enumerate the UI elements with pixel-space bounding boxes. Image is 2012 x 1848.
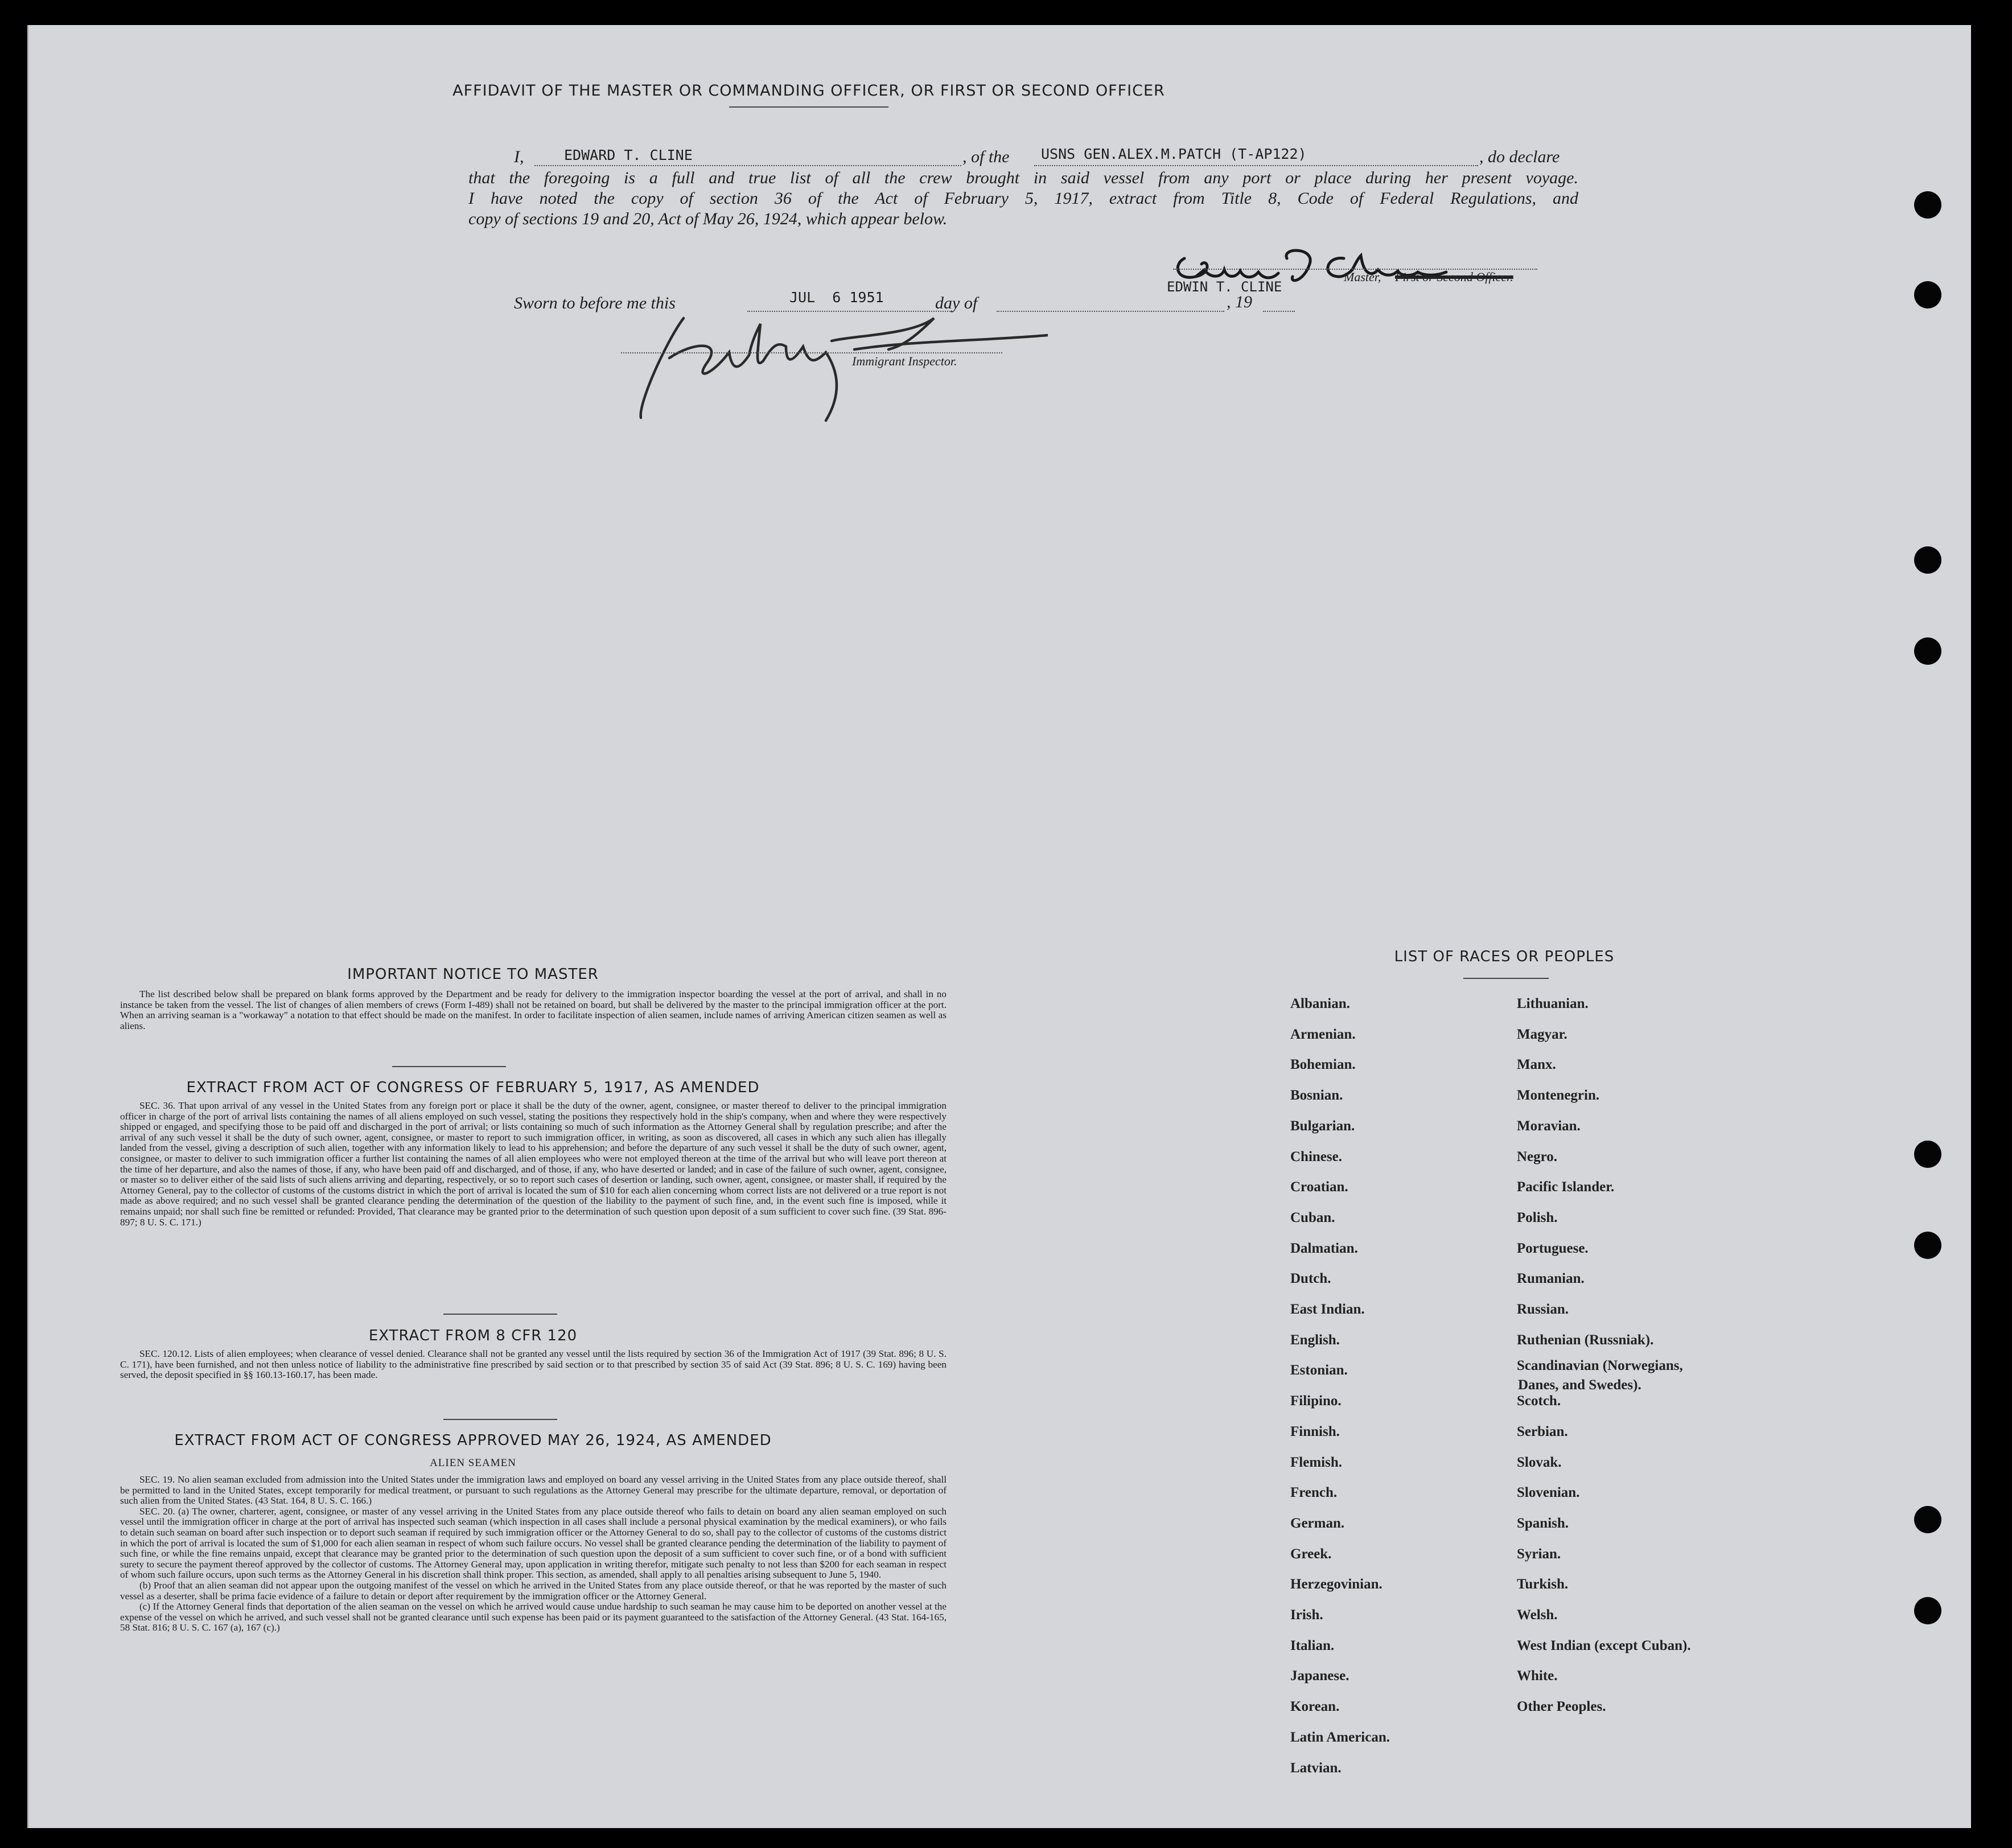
race-item: Spanish. <box>1517 1515 1569 1531</box>
day-of-text: day of <box>935 294 978 312</box>
affidavit-i: I, <box>514 147 524 166</box>
punch-hole <box>1914 1597 1941 1624</box>
punch-hole <box>1914 546 1941 574</box>
race-item: East Indian. <box>1290 1302 1365 1317</box>
race-item: Chinese. <box>1290 1149 1342 1164</box>
sworn-date-stamp: JUL 6 1951 <box>789 289 884 306</box>
race-item: Syrian. <box>1517 1546 1561 1562</box>
master-label: Master, <box>1344 270 1381 284</box>
race-item: Scotch. <box>1517 1393 1561 1409</box>
sworn-text: Sworn to before me this <box>514 294 676 312</box>
races-title: LIST OF RACES OR PEOPLES <box>1394 948 1615 965</box>
year-prefix: , 19 <box>1227 293 1252 311</box>
master-name: EDWARD T. CLINE <box>564 147 693 163</box>
sec120-text: SEC. 120.12. Lists of alien employees; when clearance of vessel denied. Clearance shall not be granted any vessel until the lists required by section 36 of the Immigration Act of 1917 (39 Stat. 896; 8 U. S. C. 171), have been furnished, and not then unless notice of liability to the administrative fine prescribed by said section or to that prescribed by section 35 of said Act (39 Stat. 896; 8 U. S. C. 169) having been served, the deposit specified in §§ 160.13-160.17, has been made. <box>120 1348 947 1381</box>
affidavit-line4: copy of sections 19 and 20, Act of May 26, 1924, which appear below. <box>468 209 948 228</box>
race-item: Montenegrin. <box>1517 1088 1600 1104</box>
of-the-text: , of the <box>962 147 1010 166</box>
race-item: Greek. <box>1290 1546 1332 1562</box>
do-declare-text: , do declare <box>1479 147 1560 166</box>
punch-hole <box>1914 281 1941 308</box>
race-item: Turkish. <box>1517 1577 1569 1592</box>
sec36-text: SEC. 36. That upon arrival of any vessel in the United States from any foreign port or place it shall be the duty of the owner, agent, consignee, or master thereof to deliver to the principal immigration officer in charge of the port of arrival lists containing the names of all aliens employed on such vessel, stating the positions they respectively hold in the ship's company, when and where they were respectively shipped or engaged, and specifying those to be paid off and discharged in the port of arrival; or lists containing so much of such information as the Attorney General shall by regulation prescribe; and after the arrival of any such vessel it shall be the duty of such owner, agent, consignee, or master to report to such immigration officer, in writing, as soon as discovered, all cases in which any such alien has illegally landed from the vessel, giving a description of such alien, together with any information likely to lead to his apprehension; and before the departure of any such vessel it shall be the duty of such owner, agent, consignee, or master to deliver to such immigration officer a further list containing the names of all alien employees who were not employed thereon at the time of the arrival but who will leave port thereon at the time of her departure, and also the names of those, if any, who have been paid off and discharged, and of those, if any, who have deserted or landed; and in case of the failure of such owner, agent, consignee, or master so to deliver either of the said lists of such aliens arriving and departing, respectively, or so to report such cases of desertion or landing, such owner, agent, consignee, or master shall, if required by the Attorney General, pay to the collector of customs of the customs district in which the port of arrival is located the sum of $10 for each alien concerning whom correct lists are not delivered or a true report is not made as above required; and no such vessel shall be granted clearance pending the determination of the question of the liability to the payment of such fine, and, in the event such fine is imposed, while it remains unpaid; nor shall such fine be remitted or refunded: Provided, That clearance may be granted prior to the determination of such question upon deposit of a sum sufficient to cover such fine. (39 Stat. 896-897; 8 U. S. C. 171.) <box>120 1100 947 1228</box>
extract-cfr-body <box>120 1349 947 1381</box>
vessel-name: USNS GEN.ALEX.M.PATCH (T-AP122) <box>1041 146 1307 162</box>
affidavit-line2: that the foregoing is a full and true list of all the crew brought in said vessel from any port or place during her present voyage. <box>468 168 1578 187</box>
separator-3 <box>443 1419 557 1420</box>
sec20b-text: (b) Proof that an alien seaman did not appear upon the outgoing manifest of the vessel on which he arrived in the United States from any place outside thereof, or that he was reported by the master of such vessel as a deserter, shall be prima facie evidence of a failure to detain or deport after requirement by the immigration officer or the Attorney General. <box>120 1579 947 1602</box>
race-item: Armenian. <box>1290 1026 1356 1042</box>
extract-1924-body <box>120 1475 947 1633</box>
race-item: West Indian (except Cuban). <box>1517 1637 1691 1653</box>
race-item: Dalmatian. <box>1290 1240 1358 1256</box>
year-dotline <box>1263 311 1295 312</box>
document-sheet <box>27 25 1971 1828</box>
race-item: German. <box>1290 1515 1345 1531</box>
race-item: Japanese. <box>1290 1668 1349 1684</box>
inspector-label: Immigrant Inspector. <box>852 354 957 368</box>
punch-hole <box>1914 637 1941 665</box>
alien-seamen-subtitle: ALIEN SEAMEN <box>430 1457 516 1469</box>
race-item: French. <box>1290 1485 1338 1501</box>
extract-cfr-title: EXTRACT FROM 8 CFR 120 <box>368 1327 578 1344</box>
sec20c-text: (c) If the Attorney General finds that deportation of the alien seaman on the vessel on which he arrived would cause undue hardship to such seaman he may cause him to be deported on another vessel at the expense of the vessel on which he arrived, and such vessel shall not be granted clearance until such expense has been paid or its payment guaranteed to the satisfaction of the Attorney General. (43 Stat. 164-165, 58 Stat. 816; 8 U. S. C. 167 (a), 167 (c).) <box>120 1601 947 1633</box>
affidavit-title: AFFIDAVIT OF THE MASTER OR COMMANDING OFFICER, OR FIRST OR SECOND OFFICER <box>452 82 1165 100</box>
race-item: Slovenian. <box>1517 1485 1580 1501</box>
sec20a-text: SEC. 20. (a) The owner, charterer, agent, consignee, or master of any vessel arriving in the United States from any place outside thereof who fails to detain on board any alien seaman employed on such vessel until the immigration officer in charge at the port of arrival has inspected such seaman (which inspection in all cases shall include a personal physical examination by the medical examiners), or who fails to detain such seaman on board after such inspection or to deport such seaman if required by such immigration officer or the Attorney General to do so, shall pay to the collector of customs of the customs district in which the port of arrival is located the sum of $1,000 for each alien seaman in respect of whom such failure occurs. No vessel shall be granted clearance pending the determination of the liability to payment of such fine, or while the fine remains unpaid, except that clearance may be granted prior to the determination of such question upon the deposit of a sum sufficient to cover such fine, or of a bond with sufficient surety to secure the payment thereof approved by the collector of customs. The Attorney General may, upon application in writing therefor, mitigate such penalty to not less than $200 for each seaman in respect of whom such failure occurs, upon such terms as the Attorney General in his discretion shall think proper. This section, as amended, shall apply to all penalties arising subsequent to June 5, 1940. <box>120 1505 947 1581</box>
race-item: Cuban. <box>1290 1209 1335 1225</box>
race-item: Moravian. <box>1517 1118 1581 1134</box>
race-item: English. <box>1290 1332 1340 1348</box>
race-item: Other Peoples. <box>1517 1699 1606 1715</box>
race-item: Magyar. <box>1517 1026 1567 1042</box>
sec19-text: SEC. 19. No alien seaman excluded from admission into the United States under the immigration laws and employed on board any vessel arriving in the United States from any place outside thereof, shall be permitted to land in the United States, except temporarily for medical treatment, or pursuant to such regulations as the Attorney General may prescribe for the ultimate departure, removal, or deportation of such alien from the United States. (43 Stat. 164, 8 U. S. C. 166.) <box>120 1474 947 1507</box>
races-underline <box>1463 978 1549 979</box>
typed-master-name: EDWIN T. CLINE <box>1167 279 1282 295</box>
race-item: Russian. <box>1517 1302 1569 1317</box>
race-item: White. <box>1517 1668 1558 1684</box>
race-item: Manx. <box>1517 1057 1556 1073</box>
race-item: Filipino. <box>1290 1393 1342 1409</box>
race-item: Slovak. <box>1517 1454 1562 1470</box>
race-item: Flemish. <box>1290 1454 1342 1470</box>
inspector-signature <box>615 307 1048 438</box>
race-item: Scandinavian (Norwegians, <box>1517 1358 1683 1374</box>
separator-2 <box>443 1314 557 1315</box>
vessel-dotline <box>1034 165 1478 166</box>
punch-hole <box>1914 191 1941 219</box>
race-item: Negro. <box>1517 1149 1558 1164</box>
race-item: Herzegovinian. <box>1290 1577 1383 1592</box>
race-item: Irish. <box>1290 1607 1323 1623</box>
extract-1917-title: EXTRACT FROM ACT OF CONGRESS OF FEBRUARY 5, 1917, AS AMENDED <box>186 1079 760 1096</box>
punch-hole <box>1914 1232 1941 1259</box>
punch-hole <box>1914 1141 1941 1168</box>
notice-title: IMPORTANT NOTICE TO MASTER <box>347 966 599 983</box>
crossed-officer-title: First or Second Officer. <box>1395 270 1513 284</box>
notice-body <box>120 989 947 1031</box>
race-item: Welsh. <box>1517 1607 1558 1623</box>
race-item: Finnish. <box>1290 1423 1340 1439</box>
race-item: Pacific Islander. <box>1517 1179 1615 1195</box>
race-item: Croatian. <box>1290 1179 1348 1195</box>
race-item: Portuguese. <box>1517 1240 1589 1256</box>
race-item: Ruthenian (Russniak). <box>1517 1332 1654 1348</box>
extract-1924-title: EXTRACT FROM ACT OF CONGRESS APPROVED MAY 26, 1924, AS AMENDED <box>174 1432 772 1449</box>
race-item: Polish. <box>1517 1209 1558 1225</box>
affidavit-line3: I have noted the copy of section 36 of the Act of February 5, 1917, extract from Title 8, Code of Federal Regulations, and <box>468 189 1578 208</box>
punch-hole <box>1914 1506 1941 1533</box>
inspector-dotline <box>621 352 1002 353</box>
race-item: Latvian. <box>1290 1760 1342 1776</box>
extract-1917-body <box>120 1101 947 1228</box>
race-item: Dutch. <box>1290 1271 1331 1287</box>
race-item: Bulgarian. <box>1290 1118 1355 1134</box>
race-item: Lithuanian. <box>1517 996 1589 1011</box>
race-item: Bosnian. <box>1290 1088 1343 1104</box>
race-item: Albanian. <box>1290 996 1350 1011</box>
notice-text: The list described below shall be prepared on blank forms approved by the Department and be ready for delivery to the immigration inspector boarding the vessel at the port of arrival, and shall in no instance be taken from the vessel. The list of changes of alien members of crews (Form I-489) shall not be retained on board, but shall be delivered by the master to the principal immigration officer at the port. When an arriving seaman is a "workaway" a notation to that effect should be made on the manifest. In order to facilitate inspection of alien seamen, include names of arriving American citizen seamen as well as aliens. <box>120 989 947 1031</box>
separator-1 <box>392 1066 506 1067</box>
title-underline <box>729 106 888 108</box>
race-item: Estonian. <box>1290 1363 1348 1378</box>
race-item: Latin American. <box>1290 1729 1390 1745</box>
race-item: Korean. <box>1290 1699 1340 1715</box>
name-dotline <box>534 165 961 166</box>
race-item: Rumanian. <box>1517 1271 1585 1287</box>
race-item: Serbian. <box>1517 1423 1568 1439</box>
race-item: Danes, and Swedes). <box>1518 1377 1641 1393</box>
race-item: Bohemian. <box>1290 1057 1356 1073</box>
race-item: Italian. <box>1290 1637 1335 1653</box>
